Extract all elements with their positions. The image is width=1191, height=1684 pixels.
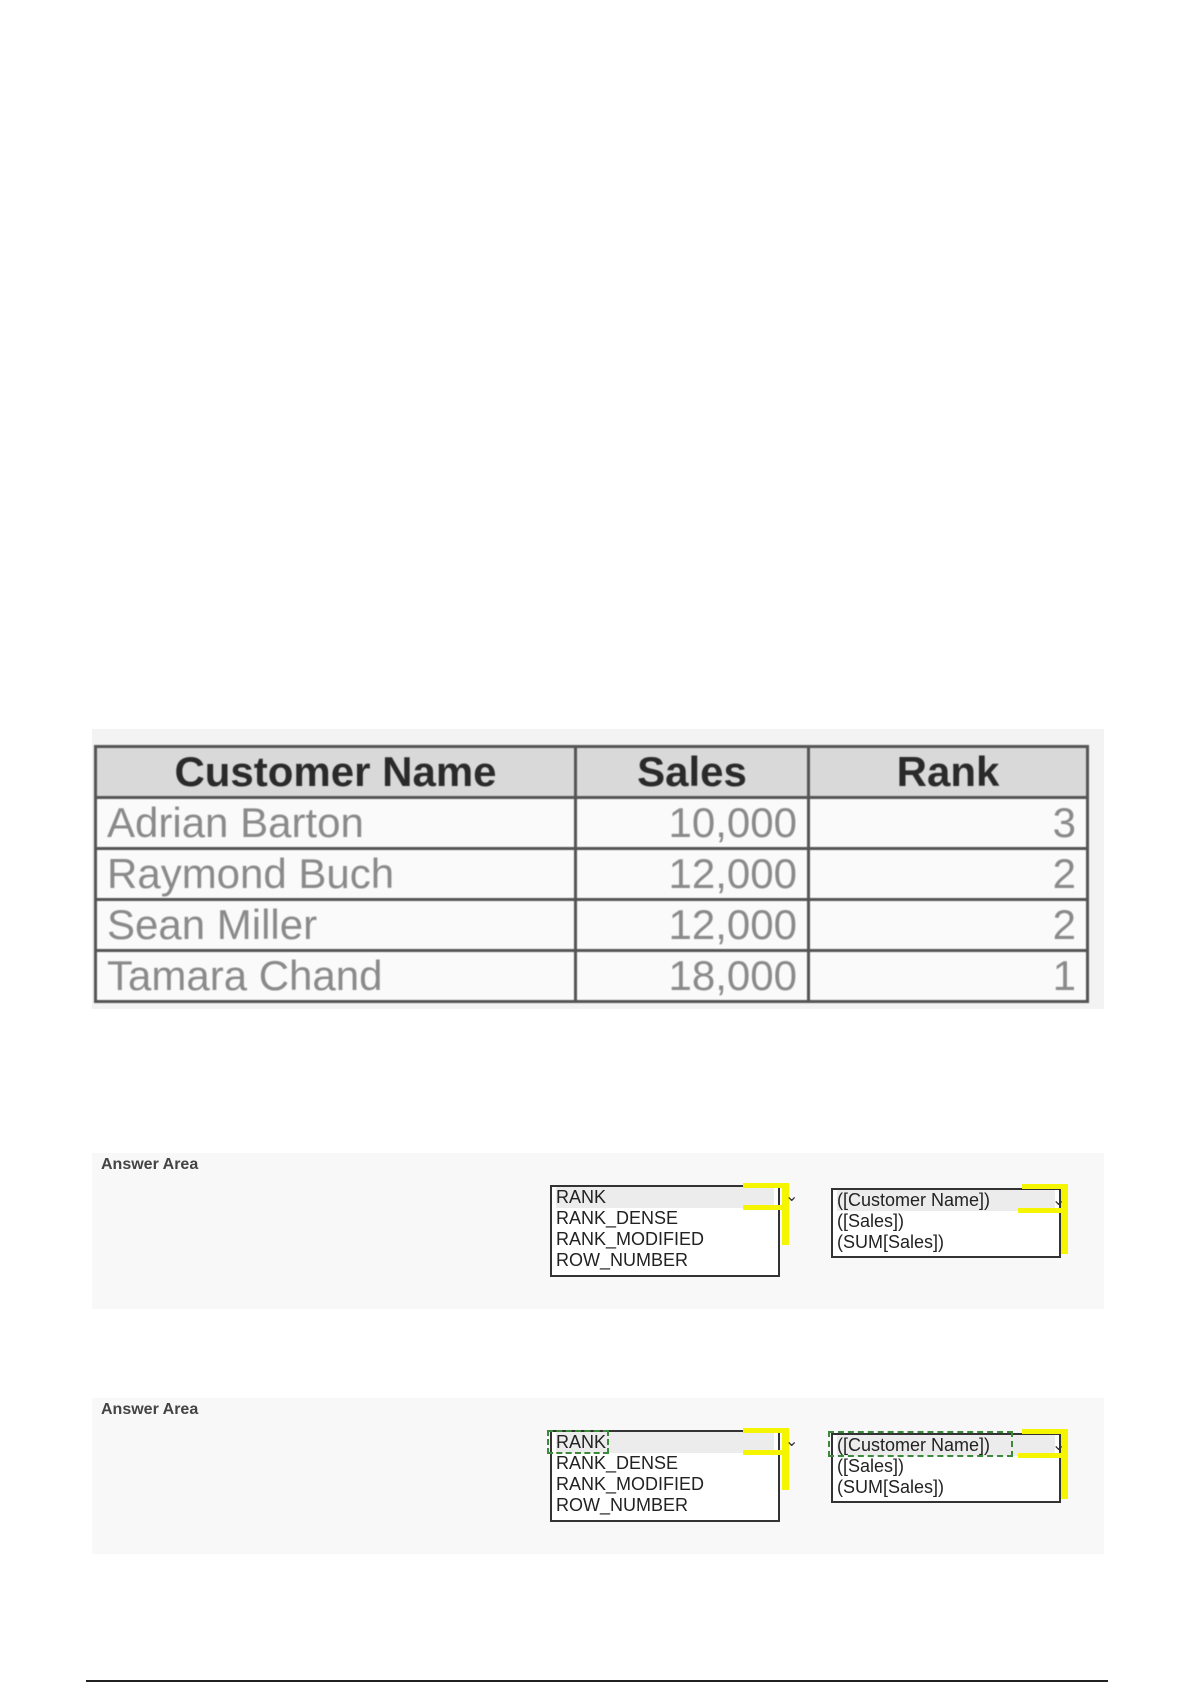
argument-option-sales[interactable]: ([Sales])	[837, 1211, 905, 1231]
sales-cell: 10,000	[576, 798, 809, 849]
argument-option-sales[interactable]: ([Sales])	[837, 1456, 905, 1476]
dropdown-arrow-icon[interactable]: ⌄	[1052, 1437, 1066, 1454]
function-option-rank-modified[interactable]: RANK_MODIFIED	[556, 1229, 705, 1249]
column-header-sales: Sales	[576, 747, 809, 798]
highlight-mark	[1022, 1184, 1062, 1189]
highlight-mark	[743, 1428, 783, 1433]
argument-option-customer-name[interactable]: ([Customer Name])	[837, 1190, 1055, 1211]
highlight-mark	[743, 1183, 783, 1188]
argument-option-sum-sales[interactable]: (SUM[Sales])	[837, 1232, 945, 1252]
function-dropdown[interactable]	[550, 1185, 780, 1277]
highlight-mark	[1022, 1429, 1062, 1434]
highlight-mark	[743, 1205, 783, 1210]
footer-divider	[86, 1680, 1108, 1682]
argument-option-customer-name[interactable]: ([Customer Name])	[837, 1435, 1055, 1456]
function-option-rank[interactable]: RANK	[556, 1432, 774, 1453]
highlight-mark	[743, 1450, 783, 1455]
rank-cell: 1	[809, 951, 1088, 1002]
customer-rank-table-image	[92, 729, 1104, 1009]
dropdown-arrow-icon[interactable]: ⌄	[785, 1188, 799, 1205]
function-option-row-number[interactable]: ROW_NUMBER	[556, 1250, 689, 1270]
rank-cell: 2	[809, 849, 1088, 900]
customer-name-cell: Sean Miller	[96, 900, 576, 951]
dropdown-arrow-icon[interactable]: ⌄	[785, 1433, 799, 1450]
function-option-rank-dense[interactable]: RANK_DENSE	[556, 1453, 679, 1473]
column-header-rank: Rank	[809, 747, 1088, 798]
rank-cell: 2	[809, 900, 1088, 951]
customer-rank-table	[94, 745, 1089, 1003]
customer-name-cell: Adrian Barton	[96, 798, 576, 849]
argument-option-sum-sales[interactable]: (SUM[Sales])	[837, 1477, 945, 1497]
sales-cell: 12,000	[576, 849, 809, 900]
argument-dropdown[interactable]	[831, 1188, 1061, 1258]
table-row	[96, 900, 1088, 951]
answer-area-1	[92, 1153, 1104, 1309]
sales-cell: 12,000	[576, 900, 809, 951]
function-option-rank-dense[interactable]: RANK_DENSE	[556, 1208, 679, 1228]
rank-cell: 3	[809, 798, 1088, 849]
table-row	[96, 798, 1088, 849]
customer-name-cell: Tamara Chand	[96, 951, 576, 1002]
table-header-row	[96, 747, 1088, 798]
answer-area-2	[92, 1398, 1104, 1554]
answer-area-title: Answer Area	[101, 1156, 199, 1173]
selected-answer-marker	[828, 1431, 1013, 1457]
column-header-customer-name: Customer Name	[96, 747, 576, 798]
table-row	[96, 849, 1088, 900]
function-option-rank-modified[interactable]: RANK_MODIFIED	[556, 1474, 705, 1494]
customer-name-cell: Raymond Buch	[96, 849, 576, 900]
function-option-rank[interactable]: RANK	[556, 1187, 774, 1208]
sales-cell: 18,000	[576, 951, 809, 1002]
answer-area-title: Answer Area	[101, 1401, 199, 1418]
table-row	[96, 951, 1088, 1002]
dropdown-arrow-icon[interactable]: ⌄	[1052, 1192, 1066, 1209]
function-option-row-number[interactable]: ROW_NUMBER	[556, 1495, 689, 1515]
selected-answer-marker	[547, 1430, 609, 1454]
